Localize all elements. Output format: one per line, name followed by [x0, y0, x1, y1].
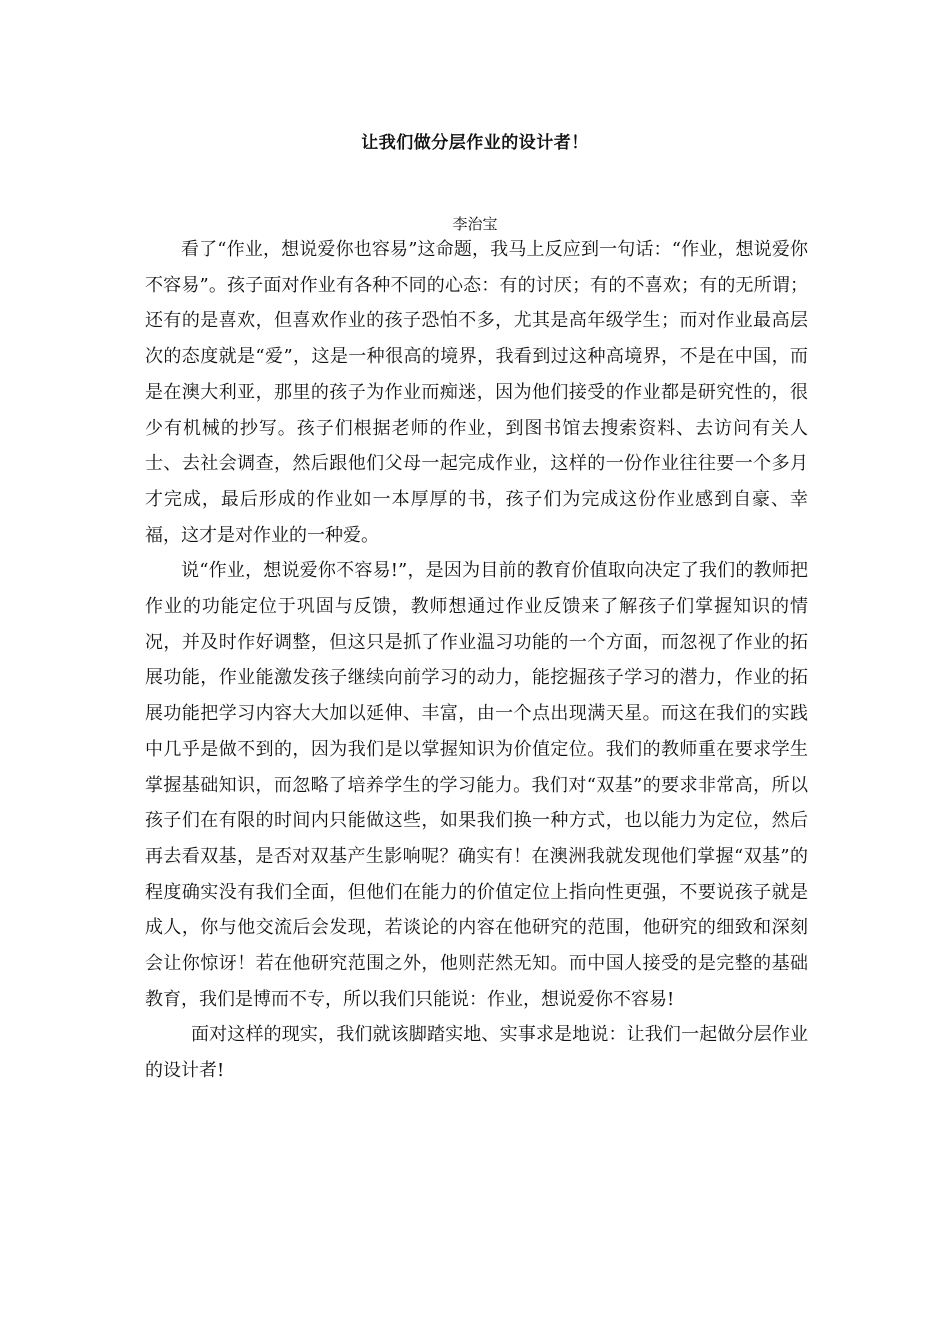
document-body — [145, 232, 808, 1089]
paragraph-1: 看了“作业，想说爱你也容易”这命题，我马上反应到一句话：“作业，想说爱你不容易”。孩子面对作业有各种不同的心态：有的讨厌；有的不喜欢；有的无所谓；还有的是喜欢，但喜欢作业的孩子恐怕不多，尤其是高年级学生；而对作业最高层次的态度就是“爱”，这是一种很高的境界，我看到过这种高境界，不是在中国，而是在澳大利亚，那里的孩子为作业而痴迷，因为他们接受的作业都是研究性的，很少有机械的抄写。孩子们根据老师的作业，到图书馆去搜索资料、去访问有关人士、去社会调查，然后跟他们父母一起完成作业，这样的一份作业往往要一个多月才完成，最后形成的作业如一本厚厚的书，孩子们为完成这份作业感到自豪、幸福，这才是对作业的一种爱。 — [145, 239, 808, 546]
document-title: 让我们做分层作业的设计者！ — [361, 133, 589, 153]
paragraph-2: 说“作业，想说爱你不容易!”，是因为目前的教育价值取向决定了我们的教师把作业的功能定位于巩固与反馈，教师想通过作业反馈来了解孩子们掌握知识的情况，并及时作好调整，但这只是抓了作业温习功能的一个方面，而忽视了作业的拓展功能，作业能激发孩子继续向前学习的动力，能挖掘孩子学习的潜力，作业的拓展功能把学习内容大大加以延伸、丰富，由一个点出现满天星。而这在我们的实践中几乎是做不到的，因为我们是以掌握知识为价值定位。我们的教师重在要求学生掌握基础知识，而忽略了培养学生的学习能力。我们对“双基”的要求非常高，所以孩子们在有限的时间内只能做这些，如果我们换一种方式，也以能力为定位，然后再去看双基，是否对双基产生影响呢？确实有！在澳洲我就发现他们掌握“双基”的程度确实没有我们全面，但他们在能力的价值定位上指向性更强，不要说孩子就是成人，你与他交流后会发现，若谈论的内容在他研究的范围，他研究的细致和深刻会让你惊讶！若在他研究范围之外，他则茫然无知。而中国人接受的是完整的基础教育，我们是博而不专，所以我们只能说：作业，想说爱你不容易! — [145, 560, 808, 1010]
paragraph-3: 面对这样的现实，我们就该脚踏实地、实事求是地说：让我们一起做分层作业的设计者! — [145, 1024, 808, 1082]
author-name: 李治宝 — [452, 215, 498, 233]
